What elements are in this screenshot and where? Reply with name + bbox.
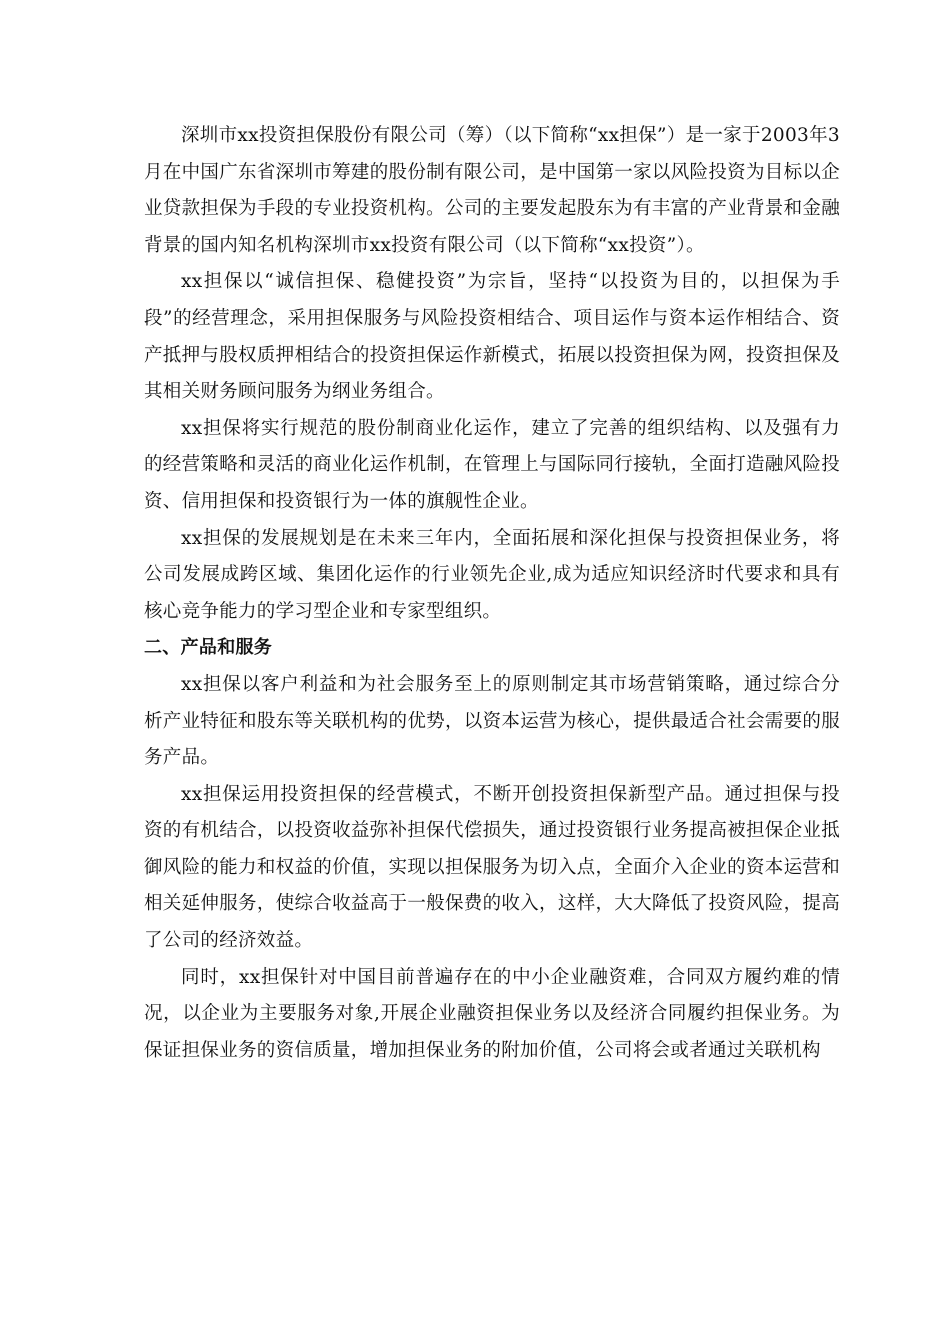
section-heading-products-services: 二、产品和服务 bbox=[144, 637, 273, 659]
paragraph-development-plan: xx担保的发展规划是在未来三年内，全面拓展和深化担保与投资担保业务，将公司发展成跨区域、集团化运作的行业领先企业,成为适应知识经济时代要求和具有核心竞争能力的学习型企业和专家型组织。 bbox=[144, 527, 840, 622]
paragraph-company-intro: 深圳市xx投资担保股份有限公司（筹）（以下简称“xx担保”）是一家于2003年3月在中国广东省深圳市筹建的股份制有限公司，是中国第一家以风险投资为目标以企业贷款担保为手段的专业投资机构。公司的主要发起股东为有丰富的产业背景和金融背景的国内知名机构深圳市xx投资有限公司（以下简称“xx投资”）。 bbox=[144, 125, 840, 256]
paragraph-marketing-strategy: xx担保以客户利益和为社会服务至上的原则制定其市场营销策略，通过综合分析产业特征和股东等关联机构的优势，以资本运营为核心，提供最适合社会需要的服务产品。 bbox=[144, 673, 840, 769]
paragraph-operation-mechanism: xx担保将实行规范的股份制商业化运作，建立了完善的组织结构、以及强有力的经营策略和灵活的商业化运作机制，在管理上与国际同行接轨，全面打造融风险投资、信用担保和投资银行为一体的旗舰性企业。 bbox=[144, 417, 840, 512]
paragraph-sme-financing: 同时，xx担保针对中国目前普遍存在的中小企业融资难，合同双方履约难的情况，以企业为主要服务对象,开展企业融资担保业务以及经济合同履约担保业务。为保证担保业务的资信质量，增加担保业务的附加价值，公司将会或者通过关联机构 bbox=[144, 966, 840, 1061]
paragraph-business-philosophy: xx担保以“诚信担保、稳健投资”为宗旨，坚持“以投资为目的，以担保为手段”的经营理念，采用担保服务与风险投资相结合、项目运作与资本运作相结合、资产抵押与股权质押相结合的投资担保运作新模式，拓展以投资担保为网，投资担保及其相关财务顾问服务为纲业务组合。 bbox=[144, 271, 840, 403]
document-body bbox=[144, 118, 840, 1069]
paragraph-investment-guarantee-model: xx担保运用投资担保的经营模式，不断开创投资担保新型产品。通过担保与投资的有机结合，以投资收益弥补担保代偿损失，通过投资银行业务提高被担保企业抵御风险的能力和权益的价值，实现以担保服务为切入点，全面介入企业的资本运营和相关延伸服务，使综合收益高于一般保费的收入，这样，大大降低了投资风险，提高了公司的经济效益。 bbox=[144, 783, 840, 952]
